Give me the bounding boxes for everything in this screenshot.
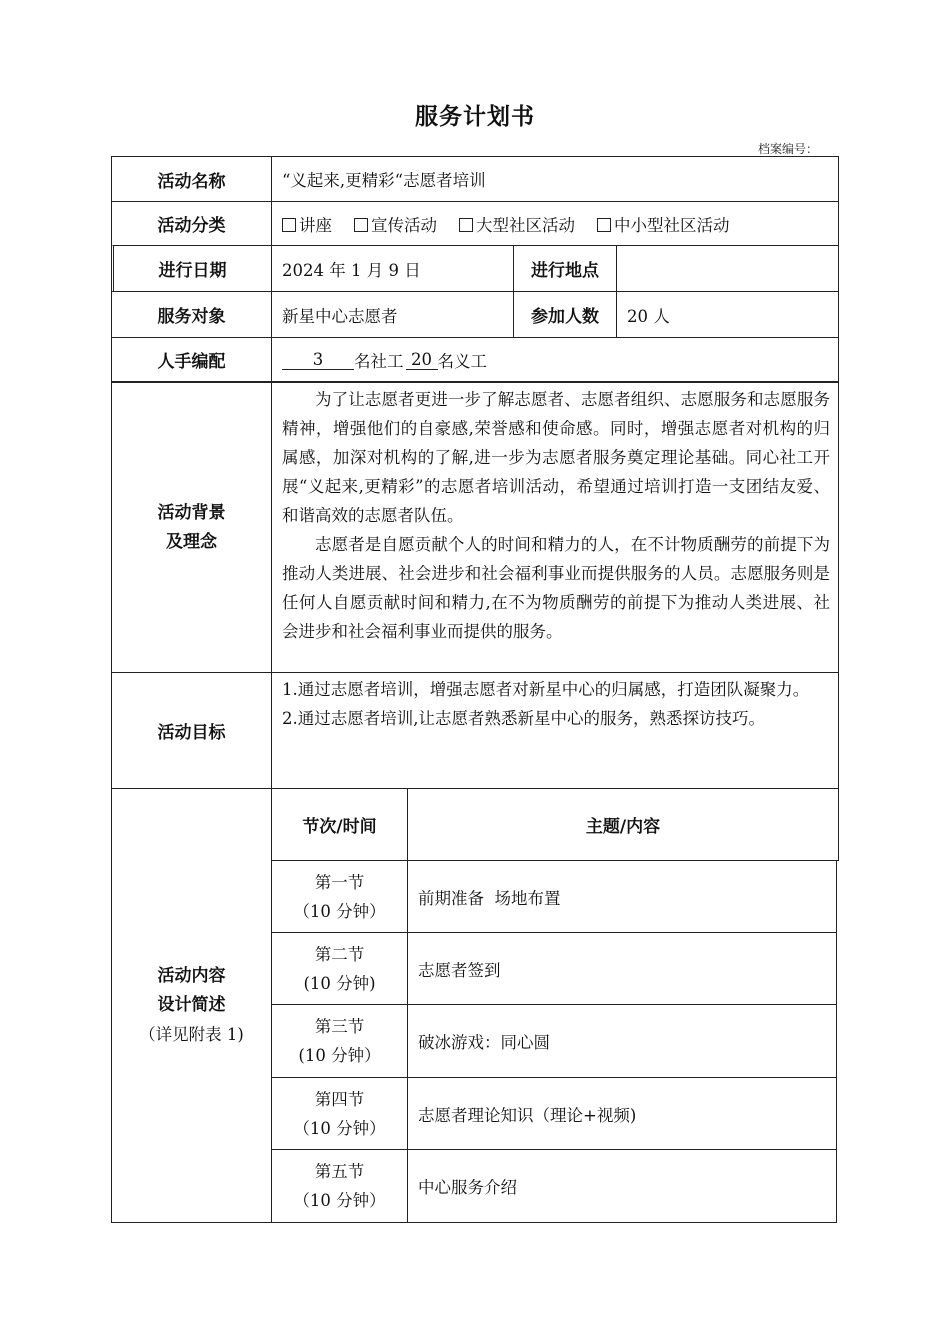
- checkbox-icon: [459, 218, 473, 232]
- service-target-value: 新星中心志愿者: [271, 291, 514, 338]
- topic-cell: 志愿者签到: [407, 932, 837, 1005]
- session-cell: 第五节 （10 分钟）: [271, 1149, 408, 1223]
- topic-column-header: 主题/内容: [407, 788, 839, 861]
- goal-item-1: 1.通过志愿者培训，增强志愿者对新星中心的归属感，打造团队凝聚力。: [282, 680, 810, 699]
- topic-cell: 中心服务介绍: [407, 1149, 837, 1223]
- session-column-header: 节次/时间: [271, 788, 408, 861]
- topic-cell: 破冰游戏：同心圆: [407, 1004, 837, 1078]
- goal-item-2: 2.通过志愿者培训,让志愿者熟悉新星中心的服务，熟悉探访技巧。: [282, 709, 765, 728]
- social-worker-suffix: 名社工: [354, 351, 404, 371]
- date-label: 进行日期: [111, 245, 272, 292]
- location-value: [616, 245, 839, 292]
- background-text: [271, 382, 839, 673]
- staffing-value: [271, 337, 839, 383]
- session-cell: 第二节 (10 分钟): [271, 932, 408, 1005]
- type-option-lecture[interactable]: 讲座: [282, 212, 332, 236]
- document-title: 服务计划书: [415, 104, 535, 130]
- session-cell: 第三节 (10 分钟）: [271, 1004, 408, 1078]
- checkbox-icon: [282, 218, 296, 232]
- activity-type-options: [271, 201, 839, 246]
- archive-number-label: 档案编号：: [757, 142, 818, 156]
- session-cell: 第四节 （10 分钟）: [271, 1077, 408, 1150]
- goals-label: 活动目标: [111, 672, 272, 789]
- checkbox-icon: [597, 218, 611, 232]
- activity-name-label: 活动名称: [111, 156, 272, 202]
- date-value: 2024 年 1 月 9 日: [271, 245, 514, 292]
- background-paragraph-1: 为了让志愿者更进一步了解志愿者、志愿者组织、志愿服务和志愿服务精神，增强他们的自豪感,荣誉感和使命感。同时，增强志愿者对机构的归属感，加深对机构的了解,进一步为志愿者服务奠定理论基础。同心社工开展“义起来,更精彩”的志愿者培训活动，希望通过培训打造一支团结友爱、和谐高效的志愿者队伍。: [282, 390, 830, 525]
- type-option-publicity[interactable]: 宣传活动: [354, 212, 437, 236]
- topic-cell: 志愿者理论知识（理论+视频): [407, 1077, 837, 1150]
- background-label: 活动背景 及理念: [111, 382, 272, 673]
- participants-label: 参加人数: [513, 291, 617, 338]
- goals-text: [271, 672, 839, 789]
- checkbox-icon: [354, 218, 368, 232]
- type-option-small-community[interactable]: 中小型社区活动: [597, 212, 730, 236]
- background-paragraph-2: 志愿者是自愿贡献个人的时间和精力的人，在不计物质酬劳的前提下为推动人类进展、社会进步和社会福利事业而提供服务的人员。志愿服务则是任何人自愿贡献时间和精力,在不为物质酬劳的前提下为推动人类进展、社会进步和社会福利事业而提供的服务。: [282, 535, 830, 641]
- location-label: 进行地点: [513, 245, 617, 292]
- activity-name-value: “义起来,更精彩“志愿者培训: [271, 156, 839, 202]
- social-worker-count: 3: [282, 350, 354, 370]
- activity-type-label: 活动分类: [111, 201, 272, 246]
- volunteer-suffix: 名义工: [437, 351, 487, 371]
- participants-value: 20 人: [616, 291, 839, 338]
- content-design-label: 活动内容 设计简述 （详见附表 1): [111, 788, 272, 1223]
- volunteer-count: 20: [406, 350, 438, 370]
- topic-cell: 前期准备 场地布置: [407, 860, 837, 933]
- session-cell: 第一节 （10 分钟）: [271, 860, 408, 933]
- service-target-label: 服务对象: [111, 291, 272, 338]
- type-option-large-community[interactable]: 大型社区活动: [459, 212, 575, 236]
- staffing-label: 人手编配: [111, 337, 272, 383]
